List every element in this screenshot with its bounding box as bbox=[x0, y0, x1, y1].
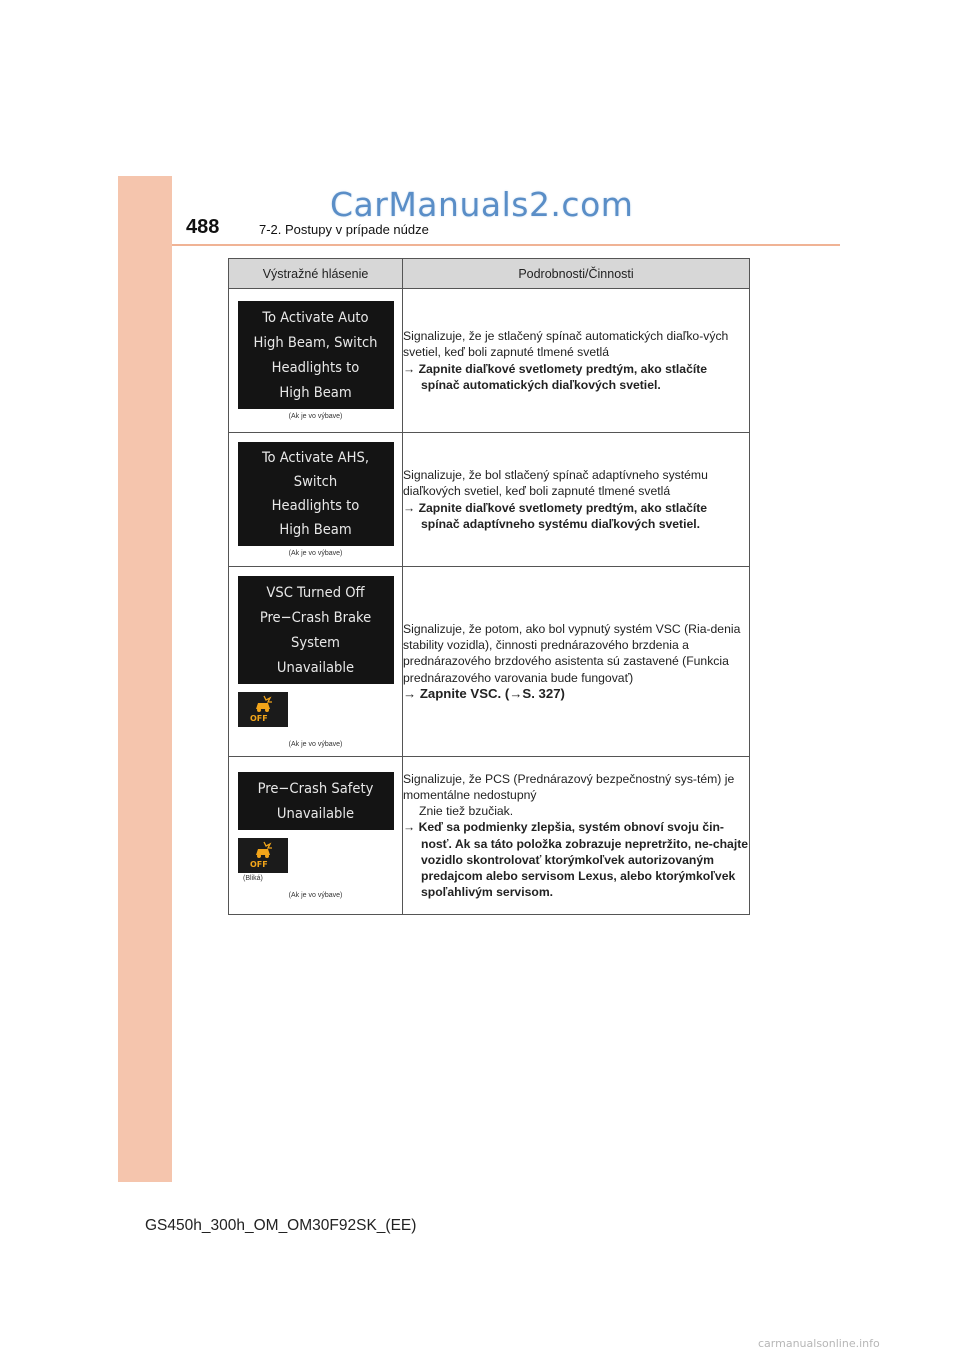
action-text: → Zapnite diaľkové svetlomety predtým, ako stlačíte spínač adaptívneho systému diaľkových svetiel. bbox=[403, 500, 708, 531]
car-collision-icon bbox=[253, 841, 275, 861]
equipment-note: (Ak je vo výbave) bbox=[288, 413, 343, 420]
equipment-note: (Ak je vo výbave) bbox=[288, 740, 343, 748]
warning-display bbox=[238, 772, 394, 830]
details-cell bbox=[403, 567, 750, 757]
page-number: 488 bbox=[186, 216, 220, 238]
warning-display bbox=[238, 301, 394, 409]
pcs-off-indicator-icon bbox=[238, 838, 288, 873]
description-text: Signalizuje, že PCS (Prednárazový bezpečnostný sys-tém) je momentálne nedostupný bbox=[403, 771, 735, 802]
buzzer-note: Znie tiež bzučiak. bbox=[419, 804, 514, 819]
side-color-band bbox=[118, 176, 172, 1182]
display-line: High Beam bbox=[279, 521, 352, 538]
description-text: Signalizuje, že bol stlačený spínač adaptívneho systému diaľkových svetiel, keď boli zapnuté tlmené svetlá bbox=[403, 468, 708, 499]
warning-display bbox=[238, 442, 394, 546]
table-row bbox=[229, 289, 750, 433]
display-line: Unavailable bbox=[276, 805, 355, 822]
details-cell bbox=[403, 433, 750, 567]
warning-display bbox=[238, 576, 394, 684]
header-rule bbox=[172, 244, 840, 246]
off-label: OFF bbox=[250, 713, 268, 723]
off-label: OFF bbox=[250, 860, 268, 869]
column-header-message: Výstražné hlásenie bbox=[229, 259, 403, 289]
display-line: Pre−Crash Safety bbox=[257, 780, 374, 797]
display-line: To Activate AHS, bbox=[261, 449, 370, 466]
pcs-off-indicator-icon bbox=[238, 692, 288, 727]
equipment-note: (Ak je vo výbave) bbox=[288, 550, 343, 557]
display-line: To Activate Auto bbox=[262, 309, 369, 326]
watermark-logo: CarManuals2.com bbox=[330, 185, 634, 224]
blink-note: (Bliká) bbox=[243, 875, 263, 882]
message-cell bbox=[229, 433, 403, 567]
display-line: High Beam bbox=[279, 384, 352, 401]
display-line: VSC Turned Off bbox=[266, 583, 365, 601]
action-text: → Zapnite diaľkové svetlomety predtým, ako stlačíte spínač automatických diaľkových svetiel. bbox=[403, 361, 708, 392]
description-text: Signalizuje, že potom, ako bol vypnutý systém VSC (Ria-denia stability vozidla), činnosti prednárazového brzdenia a prednárazového brzdového asistenta sú zastavené (Funkcia prednárazového varovania bude fungovať) bbox=[403, 621, 741, 685]
car-collision-icon bbox=[253, 695, 275, 715]
display-line: Headlights to bbox=[271, 359, 360, 376]
display-line: Pre−Crash Brake bbox=[259, 608, 372, 626]
details-cell bbox=[403, 289, 750, 433]
action-text: → Zapnite VSC. (→S. 327) bbox=[403, 685, 565, 701]
message-cell bbox=[229, 289, 403, 433]
message-cell bbox=[229, 567, 403, 757]
display-line: High Beam, Switch bbox=[253, 334, 378, 351]
display-line: System bbox=[291, 633, 340, 651]
document-code: GS450h_300h_OM_OM30F92SK_(EE) bbox=[145, 1217, 417, 1234]
table-row bbox=[229, 567, 750, 757]
table-row bbox=[229, 757, 750, 915]
display-line: Unavailable bbox=[276, 658, 355, 676]
equipment-note: (Ak je vo výbave) bbox=[288, 892, 343, 899]
table-row bbox=[229, 433, 750, 567]
column-header-details: Podrobnosti/Činnosti bbox=[403, 259, 750, 289]
details-cell bbox=[403, 757, 750, 915]
action-text: → Keď sa podmienky zlepšia, systém obnoví svoju čin-nosť. Ak sa táto položka zobrazuje nepretržito, ne-chajte vozidlo skontrolovať ktorýmkoľvek autorizovaným predajcom alebo servisom Lexus, alebo ktorýmkoľvek spoľahlivým servisom. bbox=[403, 820, 749, 900]
display-line: Headlights to bbox=[271, 497, 360, 514]
message-cell bbox=[229, 757, 403, 915]
table-header-row bbox=[229, 259, 750, 289]
description-text: Signalizuje, že je stlačený spínač automatických diaľko-vých svetiel, keď boli zapnuté tlmené svetlá bbox=[403, 329, 729, 360]
display-line: Switch bbox=[293, 473, 338, 490]
section-title: 7-2. Postupy v prípade núdze bbox=[259, 222, 429, 237]
footer-watermark: carmanualsonline.info bbox=[758, 1337, 880, 1350]
warning-message-table bbox=[228, 258, 750, 915]
